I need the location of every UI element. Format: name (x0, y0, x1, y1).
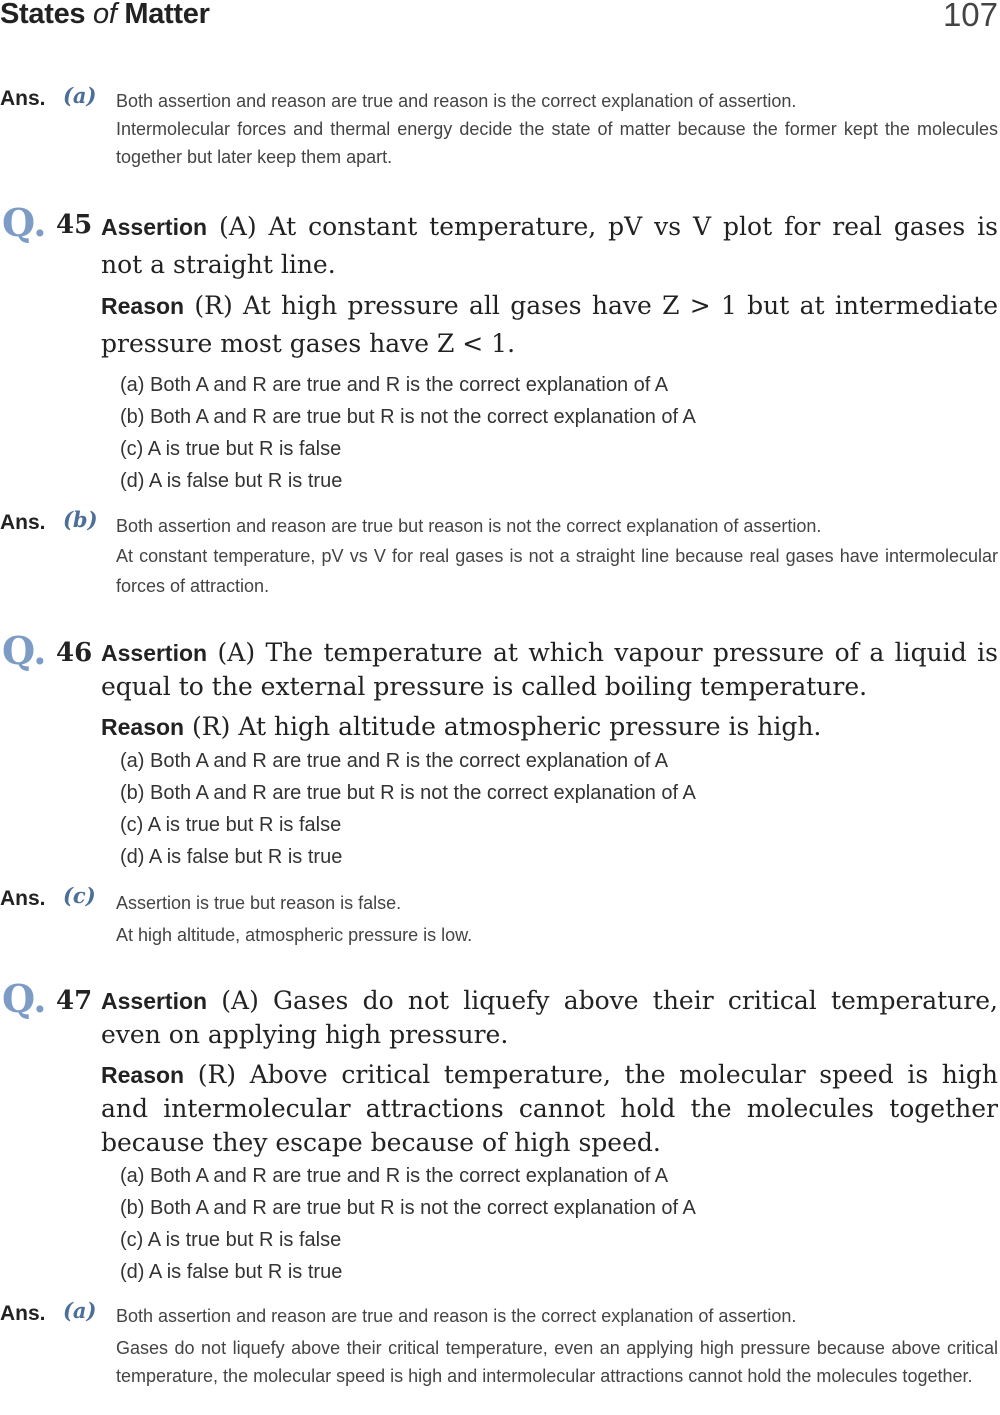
reason-label: Reason (101, 293, 185, 319)
question-mark: Q. (2, 628, 47, 673)
answer-option: (a) (63, 1298, 97, 1323)
assertion-label: Assertion (101, 214, 208, 240)
answer-line: At high altitude, atmospheric pressure is low. (116, 925, 473, 945)
question-text (101, 636, 998, 744)
reason (101, 287, 998, 363)
option-c: (c) A is true but R is false (120, 814, 342, 836)
answer-line: Intermolecular forces and thermal energy decide the state of matter because the former kept the molecules together but later keep them apart. (116, 119, 998, 167)
chapter-title-part1: States (0, 0, 86, 30)
option-a: (a) Both A and R are true and R is the correct explanation of A (120, 374, 669, 396)
page-header (0, 0, 1000, 38)
assertion-text: (A) At constant temperature, pV vs V plot for real gases is not a straight line. (101, 212, 998, 279)
answer-label: Ans. (0, 87, 46, 110)
option-d: (d) A is false but R is true (120, 846, 343, 868)
reason (101, 710, 998, 744)
answer-option: (c) (63, 883, 96, 908)
options-list (120, 1160, 696, 1288)
answer-option: (b) (63, 507, 98, 532)
question-mark: Q. (2, 200, 47, 245)
reason-text: (R) Above critical temperature, the molecular speed is high and intermolecular attractions cannot hold the molecules together because they escape because of high speed. (101, 1060, 998, 1157)
assertion (101, 636, 998, 704)
reason (101, 1058, 998, 1160)
answer-option: (a) (63, 83, 97, 108)
assertion-label: Assertion (101, 640, 208, 666)
option-c: (c) A is true but R is false (120, 438, 342, 460)
answer-line: Both assertion and reason are true and reason is the correct explanation of assertion. (116, 1306, 797, 1326)
answer-explanation (116, 511, 998, 601)
chapter-title-part2: of (93, 0, 117, 30)
question-mark: Q. (2, 976, 47, 1021)
answer-label: Ans. (0, 887, 46, 910)
option-b: (b) Both A and R are true but R is not the correct explanation of A (120, 782, 696, 804)
reason-text: (R) At high altitude atmospheric pressure is high. (192, 712, 822, 741)
answer-label: Ans. (0, 511, 46, 534)
option-b: (b) Both A and R are true but R is not the correct explanation of A (120, 1197, 696, 1219)
question-number: 47 (56, 986, 93, 1016)
answer-explanation (116, 887, 998, 951)
page-number: 107 (942, 0, 998, 33)
assertion-text: (A) The temperature at which vapour pressure of a liquid is equal to the external pressure is called boiling temperature. (101, 638, 998, 701)
reason-text: (R) At high pressure all gases have Z > 1 but at intermediate pressure most gases have Z < 1. (101, 291, 998, 358)
chapter-title (0, 0, 210, 31)
option-c: (c) A is true but R is false (120, 1229, 342, 1251)
options-list (120, 745, 696, 873)
options-list (120, 369, 696, 497)
option-a: (a) Both A and R are true and R is the correct explanation of A (120, 1165, 669, 1187)
chapter-title-part3: Matter (124, 0, 210, 30)
question-number: 46 (56, 638, 93, 668)
option-d: (d) A is false but R is true (120, 470, 343, 492)
assertion (101, 984, 998, 1052)
question-number: 45 (56, 210, 93, 240)
answer-line: Both assertion and reason are true and reason is the correct explanation of assertion. (116, 91, 797, 111)
question-text (101, 208, 998, 363)
answer-label: Ans. (0, 1302, 46, 1325)
reason-label: Reason (101, 714, 185, 740)
answer-line: Gases do not liquefy above their critical temperature, even an applying high pressure because above critical temperature, the molecular speed is high and intermolecular attractions cannot hold the molecules together. (116, 1338, 998, 1386)
answer-line: At constant temperature, pV vs V for real gases is not a straight line because real gases have intermolecular forces of attraction. (116, 546, 998, 596)
answer-explanation (116, 87, 998, 171)
answer-explanation (116, 1302, 998, 1390)
option-a: (a) Both A and R are true and R is the correct explanation of A (120, 750, 669, 772)
assertion-text: (A) Gases do not liquefy above their critical temperature, even on applying high pressure. (101, 986, 998, 1049)
option-d: (d) A is false but R is true (120, 1261, 343, 1283)
option-b: (b) Both A and R are true but R is not the correct explanation of A (120, 406, 696, 428)
question-text (101, 984, 998, 1160)
answer-line: Assertion is true but reason is false. (116, 893, 402, 913)
reason-label: Reason (101, 1062, 185, 1088)
assertion-label: Assertion (101, 988, 208, 1014)
assertion (101, 208, 998, 284)
answer-line: Both assertion and reason are true but reason is not the correct explanation of assertion. (116, 516, 822, 536)
